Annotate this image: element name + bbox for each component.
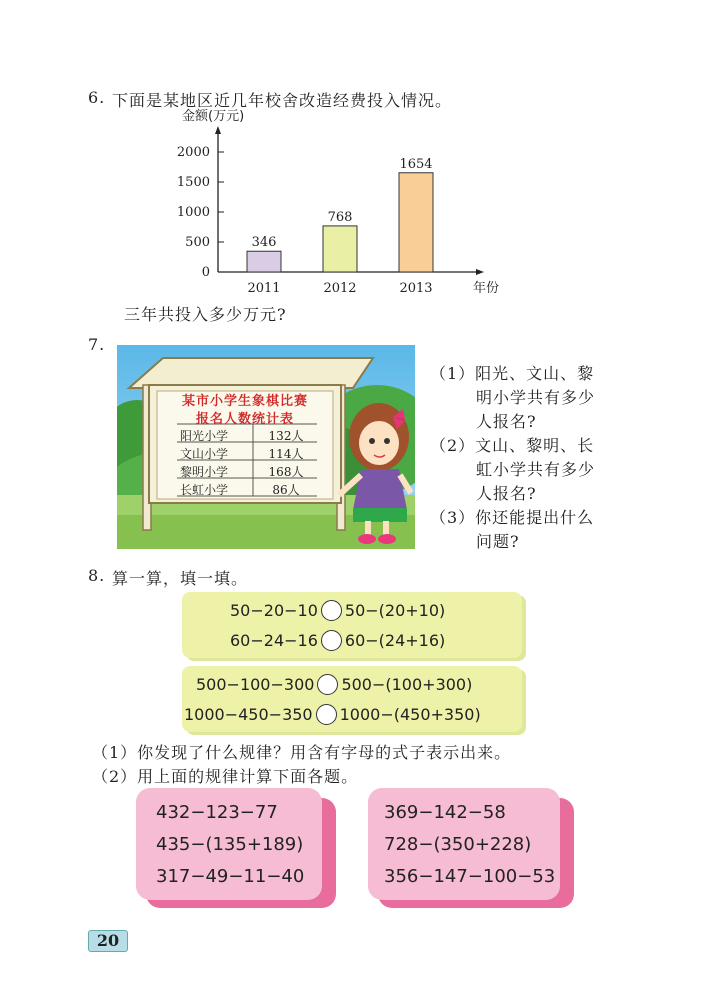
- bar: [399, 173, 433, 272]
- q7-sub-q3: [430, 506, 594, 554]
- expression: 60−(24+16): [344, 631, 446, 650]
- calc-problem: 432−123−77: [156, 802, 278, 823]
- q8-compare-box-2: [182, 666, 522, 732]
- q8-calc-box-right: [368, 788, 560, 900]
- page-number: 20: [88, 930, 128, 952]
- q7-table-schools: [180, 427, 228, 499]
- bar-value-label: 1654: [399, 156, 433, 172]
- text-line: （1）阳光、文山、黎: [430, 364, 595, 383]
- q7-table-counts: [256, 427, 316, 499]
- y-tick-label: 0: [201, 265, 210, 280]
- q6-question: 三年共投入多少万元?: [124, 305, 287, 324]
- calc-problem: 435−(135+189): [156, 834, 304, 855]
- y-tick-label: 1000: [176, 205, 210, 220]
- q8-compare-box-1: [182, 592, 522, 658]
- expression: 500−(100+300): [341, 675, 473, 694]
- compare-row: [184, 704, 481, 725]
- text-line: 问题?: [476, 532, 520, 551]
- answer-circle[interactable]: [321, 630, 342, 651]
- q8-sub-q1: （1）你发现了什么规律？用含有字母的式子表示出来。: [92, 743, 512, 762]
- q7-table-cell: 168人: [268, 465, 304, 479]
- answer-circle[interactable]: [317, 674, 338, 695]
- q7-table-cell: 86人: [272, 483, 300, 497]
- expression: 50−(20+10): [344, 601, 446, 620]
- y-tick-label: 1500: [176, 175, 210, 190]
- text-line: （3）你还能提出什么: [430, 508, 595, 527]
- q7-table-cell: 长虹小学: [180, 483, 229, 497]
- x-tick-label: 2013: [399, 281, 433, 296]
- bar: [247, 251, 281, 272]
- expression: 1000−(450+350): [339, 705, 481, 724]
- x-axis-arrow: [476, 269, 484, 275]
- y-tick-label: 500: [185, 235, 210, 250]
- answer-circle[interactable]: [321, 600, 342, 621]
- text-line: 人报名?: [476, 412, 537, 431]
- q7-table-cell: 阳光小学: [180, 429, 229, 443]
- compare-row: [230, 600, 445, 621]
- q8-calc-box-left: [136, 788, 322, 900]
- answer-circle[interactable]: [316, 704, 337, 725]
- x-axis-label: 年份: [473, 281, 500, 296]
- q7-table-cell: 114人: [268, 447, 304, 461]
- q8-sub-q2: （2）用上面的规律计算下面各题。: [92, 767, 359, 786]
- compare-row: [196, 674, 472, 695]
- q7-table-cell: 文山小学: [180, 447, 229, 461]
- q7-sub-q2: [430, 434, 595, 506]
- expression: 50−20−10: [230, 601, 318, 620]
- q8-number: 8.: [88, 566, 106, 585]
- calc-problem: 369−142−58: [384, 802, 506, 823]
- bar: [323, 226, 357, 272]
- text-line: （2）文山、黎明、长: [430, 436, 595, 455]
- text-line: 虹小学共有多少: [476, 460, 596, 479]
- compare-row: [230, 630, 445, 651]
- q7-board-title-1: 某市小学生象棋比赛: [181, 394, 308, 409]
- y-axis-label: 金额(万元): [182, 109, 245, 124]
- x-tick-label: 2011: [247, 281, 281, 296]
- expression: 500−100−300: [196, 675, 315, 694]
- bar-value-label: 768: [327, 209, 353, 225]
- q7-number: 7.: [88, 335, 106, 354]
- q6-number: 6.: [88, 88, 106, 107]
- q8-text: 算一算，填一填。: [112, 569, 249, 588]
- text-line: 人报名?: [476, 484, 537, 503]
- q7-board-title-2: 报名人数统计表: [195, 412, 294, 427]
- expression: 60−24−16: [230, 631, 318, 650]
- q7-sub-q1: [430, 362, 595, 434]
- q6-text: 下面是某地区近几年校舍改造经费投入情况。: [112, 91, 453, 110]
- q7-table-cell: 132人: [268, 429, 304, 443]
- calc-problem: 356−147−100−53: [384, 866, 556, 887]
- q6-bar-chart: [150, 104, 520, 300]
- q7-table-cell: 黎明小学: [180, 465, 229, 479]
- calc-problem: 317−49−11−40: [156, 866, 305, 887]
- x-tick-label: 2012: [323, 281, 357, 296]
- y-axis-arrow: [215, 126, 221, 134]
- y-tick-label: 2000: [176, 145, 210, 160]
- calc-problem: 728−(350+228): [384, 834, 532, 855]
- bar-value-label: 346: [251, 235, 277, 251]
- expression: 1000−450−350: [184, 705, 313, 724]
- text-line: 明小学共有多少: [476, 388, 596, 407]
